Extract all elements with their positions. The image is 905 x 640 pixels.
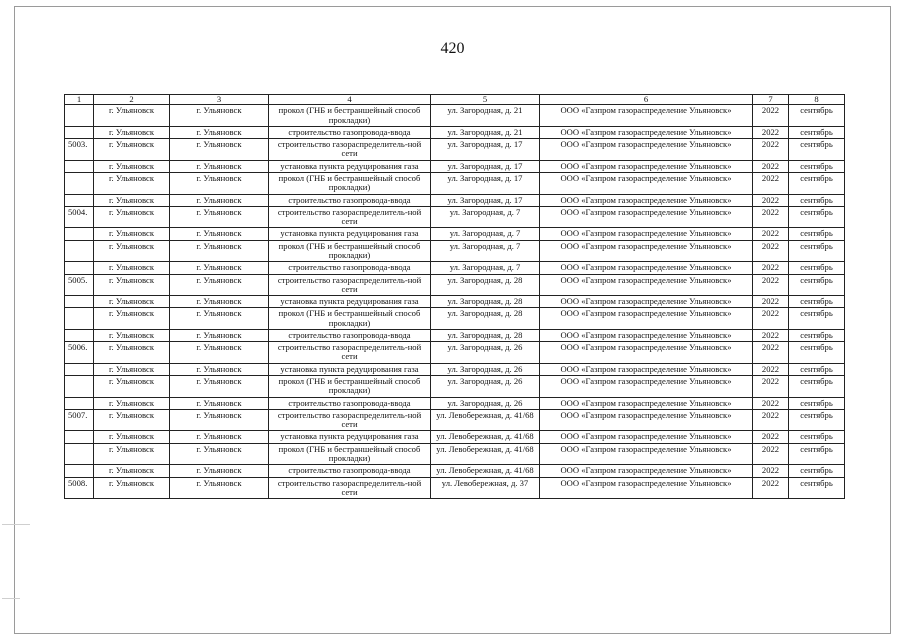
month-cell: сентябрь	[789, 409, 845, 431]
work-type-cell: установка пункта редуцирования газа	[269, 296, 431, 308]
year-cell: 2022	[753, 376, 789, 398]
work-type-cell: прокол (ГНБ и бестраншейный способ прокладки)	[269, 443, 431, 465]
year-cell: 2022	[753, 206, 789, 228]
month-cell: сентябрь	[789, 363, 845, 375]
region-cell: г. Ульяновск	[94, 228, 170, 240]
region-cell: г. Ульяновск	[94, 139, 170, 161]
organization-cell: ООО «Газпром газораспределение Ульяновск»	[540, 397, 753, 409]
address-cell: ул. Загородная, д. 17	[431, 194, 540, 206]
table-row	[65, 160, 845, 172]
address-cell: ул. Загородная, д. 7	[431, 228, 540, 240]
settlement-cell: г. Ульяновск	[170, 477, 269, 499]
work-type-cell: прокол (ГНБ и бестраншейный способ прокладки)	[269, 240, 431, 262]
organization-cell: ООО «Газпром газораспределение Ульяновск»	[540, 363, 753, 375]
object-number: 5003.	[65, 139, 94, 161]
organization-cell: ООО «Газпром газораспределение Ульяновск»	[540, 409, 753, 431]
settlement-cell: г. Ульяновск	[170, 126, 269, 138]
table-row	[65, 126, 845, 138]
work-type-cell: прокол (ГНБ и бестраншейный способ прокладки)	[269, 105, 431, 127]
month-cell: сентябрь	[789, 194, 845, 206]
year-cell: 2022	[753, 409, 789, 431]
month-cell: сентябрь	[789, 376, 845, 398]
address-cell: ул. Загородная, д. 28	[431, 296, 540, 308]
organization-cell: ООО «Газпром газораспределение Ульяновск»	[540, 240, 753, 262]
address-cell: ул. Загородная, д. 26	[431, 363, 540, 375]
scan-mark	[2, 598, 20, 599]
address-cell: ул. Загородная, д. 28	[431, 274, 540, 296]
year-cell: 2022	[753, 431, 789, 443]
organization-cell: ООО «Газпром газораспределение Ульяновск»	[540, 228, 753, 240]
region-cell: г. Ульяновск	[94, 443, 170, 465]
year-cell: 2022	[753, 160, 789, 172]
address-cell: ул. Левобережная, д. 41/68	[431, 443, 540, 465]
settlement-cell: г. Ульяновск	[170, 465, 269, 477]
address-cell: ул. Загородная, д. 7	[431, 240, 540, 262]
table-row	[65, 409, 845, 431]
settlement-cell: г. Ульяновск	[170, 342, 269, 364]
work-type-cell: установка пункта редуцирования газа	[269, 431, 431, 443]
region-cell: г. Ульяновск	[94, 105, 170, 127]
settlement-cell: г. Ульяновск	[170, 274, 269, 296]
table-row	[65, 342, 845, 364]
region-cell: г. Ульяновск	[94, 342, 170, 364]
work-type-cell: прокол (ГНБ и бестраншейный способ прокладки)	[269, 308, 431, 330]
table-row	[65, 296, 845, 308]
work-type-cell: прокол (ГНБ и бестраншейный способ прокладки)	[269, 172, 431, 194]
organization-cell: ООО «Газпром газораспределение Ульяновск»	[540, 465, 753, 477]
region-cell: г. Ульяновск	[94, 172, 170, 194]
register-table	[64, 94, 845, 499]
work-type-cell: установка пункта редуцирования газа	[269, 160, 431, 172]
year-cell: 2022	[753, 228, 789, 240]
object-number: 5007.	[65, 409, 94, 431]
month-cell: сентябрь	[789, 342, 845, 364]
settlement-cell: г. Ульяновск	[170, 105, 269, 127]
month-cell: сентябрь	[789, 160, 845, 172]
region-cell: г. Ульяновск	[94, 126, 170, 138]
region-cell: г. Ульяновск	[94, 160, 170, 172]
organization-cell: ООО «Газпром газораспределение Ульяновск»	[540, 206, 753, 228]
column-header: 4	[269, 95, 431, 105]
address-cell: ул. Загородная, д. 17	[431, 172, 540, 194]
month-cell: сентябрь	[789, 397, 845, 409]
settlement-cell: г. Ульяновск	[170, 206, 269, 228]
region-cell: г. Ульяновск	[94, 376, 170, 398]
page-number: 420	[440, 40, 465, 57]
table-row	[65, 308, 845, 330]
work-type-cell: строительство газораспределитель-ной сети	[269, 342, 431, 364]
year-cell: 2022	[753, 105, 789, 127]
column-header: 3	[170, 95, 269, 105]
region-cell: г. Ульяновск	[94, 240, 170, 262]
organization-cell: ООО «Газпром газораспределение Ульяновск»	[540, 194, 753, 206]
organization-cell: ООО «Газпром газораспределение Ульяновск»	[540, 274, 753, 296]
region-cell: г. Ульяновск	[94, 308, 170, 330]
work-type-cell: строительство газораспределитель-ной сети	[269, 477, 431, 499]
region-cell: г. Ульяновск	[94, 409, 170, 431]
month-cell: сентябрь	[789, 240, 845, 262]
region-cell: г. Ульяновск	[94, 329, 170, 341]
month-cell: сентябрь	[789, 228, 845, 240]
table-row	[65, 274, 845, 296]
column-header: 1	[65, 95, 94, 105]
organization-cell: ООО «Газпром газораспределение Ульяновск»	[540, 443, 753, 465]
object-number	[65, 431, 94, 443]
month-cell: сентябрь	[789, 262, 845, 274]
work-type-cell: строительство газораспределитель-ной сети	[269, 206, 431, 228]
object-number	[65, 296, 94, 308]
settlement-cell: г. Ульяновск	[170, 443, 269, 465]
work-type-cell: строительство газопровода-ввода	[269, 194, 431, 206]
object-number	[65, 172, 94, 194]
address-cell: ул. Загородная, д. 7	[431, 206, 540, 228]
region-cell: г. Ульяновск	[94, 206, 170, 228]
region-cell: г. Ульяновск	[94, 296, 170, 308]
region-cell: г. Ульяновск	[94, 363, 170, 375]
settlement-cell: г. Ульяновск	[170, 262, 269, 274]
region-cell: г. Ульяновск	[94, 465, 170, 477]
table-row	[65, 477, 845, 499]
month-cell: сентябрь	[789, 172, 845, 194]
object-number	[65, 194, 94, 206]
work-type-cell: установка пункта редуцирования газа	[269, 363, 431, 375]
column-header: 6	[540, 95, 753, 105]
object-number	[65, 160, 94, 172]
month-cell: сентябрь	[789, 126, 845, 138]
work-type-cell: строительство газопровода-ввода	[269, 262, 431, 274]
object-number	[65, 308, 94, 330]
address-cell: ул. Загородная, д. 26	[431, 376, 540, 398]
month-cell: сентябрь	[789, 139, 845, 161]
object-number	[65, 465, 94, 477]
work-type-cell: строительство газопровода-ввода	[269, 126, 431, 138]
header-row	[65, 95, 845, 105]
organization-cell: ООО «Газпром газораспределение Ульяновск»	[540, 139, 753, 161]
table-row	[65, 397, 845, 409]
month-cell: сентябрь	[789, 105, 845, 127]
region-cell: г. Ульяновск	[94, 397, 170, 409]
object-number: 5008.	[65, 477, 94, 499]
settlement-cell: г. Ульяновск	[170, 329, 269, 341]
organization-cell: ООО «Газпром газораспределение Ульяновск»	[540, 431, 753, 443]
settlement-cell: г. Ульяновск	[170, 172, 269, 194]
column-header: 7	[753, 95, 789, 105]
work-type-cell: строительство газораспределитель-ной сети	[269, 409, 431, 431]
object-number: 5005.	[65, 274, 94, 296]
settlement-cell: г. Ульяновск	[170, 194, 269, 206]
organization-cell: ООО «Газпром газораспределение Ульяновск»	[540, 172, 753, 194]
region-cell: г. Ульяновск	[94, 262, 170, 274]
year-cell: 2022	[753, 172, 789, 194]
table-row	[65, 105, 845, 127]
settlement-cell: г. Ульяновск	[170, 139, 269, 161]
column-header: 5	[431, 95, 540, 105]
month-cell: сентябрь	[789, 274, 845, 296]
address-cell: ул. Загородная, д. 17	[431, 160, 540, 172]
table-row	[65, 363, 845, 375]
table-row	[65, 443, 845, 465]
scan-mark	[2, 524, 30, 525]
year-cell: 2022	[753, 139, 789, 161]
year-cell: 2022	[753, 342, 789, 364]
year-cell: 2022	[753, 329, 789, 341]
year-cell: 2022	[753, 274, 789, 296]
table-row	[65, 228, 845, 240]
object-number	[65, 363, 94, 375]
organization-cell: ООО «Газпром газораспределение Ульяновск»	[540, 342, 753, 364]
year-cell: 2022	[753, 465, 789, 477]
address-cell: ул. Загородная, д. 21	[431, 105, 540, 127]
address-cell: ул. Загородная, д. 26	[431, 342, 540, 364]
organization-cell: ООО «Газпром газораспределение Ульяновск»	[540, 105, 753, 127]
work-type-cell: строительство газопровода-ввода	[269, 329, 431, 341]
region-cell: г. Ульяновск	[94, 477, 170, 499]
region-cell: г. Ульяновск	[94, 431, 170, 443]
month-cell: сентябрь	[789, 443, 845, 465]
table-row	[65, 172, 845, 194]
table-row	[65, 139, 845, 161]
address-cell: ул. Левобережная, д. 41/68	[431, 465, 540, 477]
year-cell: 2022	[753, 363, 789, 375]
work-type-cell: прокол (ГНБ и бестраншейный способ прокладки)	[269, 376, 431, 398]
table-row	[65, 329, 845, 341]
organization-cell: ООО «Газпром газораспределение Ульяновск»	[540, 308, 753, 330]
address-cell: ул. Левобережная, д. 41/68	[431, 409, 540, 431]
work-type-cell: строительство газопровода-ввода	[269, 465, 431, 477]
address-cell: ул. Загородная, д. 26	[431, 397, 540, 409]
organization-cell: ООО «Газпром газораспределение Ульяновск»	[540, 160, 753, 172]
month-cell: сентябрь	[789, 465, 845, 477]
year-cell: 2022	[753, 443, 789, 465]
table-row	[65, 206, 845, 228]
object-number	[65, 329, 94, 341]
region-cell: г. Ульяновск	[94, 274, 170, 296]
settlement-cell: г. Ульяновск	[170, 308, 269, 330]
address-cell: ул. Загородная, д. 21	[431, 126, 540, 138]
month-cell: сентябрь	[789, 308, 845, 330]
object-number: 5004.	[65, 206, 94, 228]
settlement-cell: г. Ульяновск	[170, 409, 269, 431]
year-cell: 2022	[753, 240, 789, 262]
address-cell: ул. Загородная, д. 28	[431, 329, 540, 341]
settlement-cell: г. Ульяновск	[170, 376, 269, 398]
month-cell: сентябрь	[789, 329, 845, 341]
year-cell: 2022	[753, 296, 789, 308]
table-row	[65, 465, 845, 477]
organization-cell: ООО «Газпром газораспределение Ульяновск»	[540, 376, 753, 398]
year-cell: 2022	[753, 397, 789, 409]
year-cell: 2022	[753, 477, 789, 499]
address-cell: ул. Загородная, д. 17	[431, 139, 540, 161]
object-number	[65, 443, 94, 465]
address-cell: ул. Левобережная, д. 37	[431, 477, 540, 499]
work-type-cell: строительство газораспределитель-ной сети	[269, 139, 431, 161]
settlement-cell: г. Ульяновск	[170, 431, 269, 443]
column-header: 8	[789, 95, 845, 105]
address-cell: ул. Левобережная, д. 41/68	[431, 431, 540, 443]
settlement-cell: г. Ульяновск	[170, 296, 269, 308]
settlement-cell: г. Ульяновск	[170, 363, 269, 375]
year-cell: 2022	[753, 262, 789, 274]
settlement-cell: г. Ульяновск	[170, 240, 269, 262]
month-cell: сентябрь	[789, 477, 845, 499]
organization-cell: ООО «Газпром газораспределение Ульяновск»	[540, 329, 753, 341]
organization-cell: ООО «Газпром газораспределение Ульяновск»	[540, 262, 753, 274]
organization-cell: ООО «Газпром газораспределение Ульяновск»	[540, 477, 753, 499]
table-row	[65, 376, 845, 398]
address-cell: ул. Загородная, д. 28	[431, 308, 540, 330]
object-number	[65, 262, 94, 274]
settlement-cell: г. Ульяновск	[170, 397, 269, 409]
month-cell: сентябрь	[789, 206, 845, 228]
table-row	[65, 240, 845, 262]
year-cell: 2022	[753, 194, 789, 206]
region-cell: г. Ульяновск	[94, 194, 170, 206]
column-header: 2	[94, 95, 170, 105]
organization-cell: ООО «Газпром газораспределение Ульяновск»	[540, 296, 753, 308]
object-number	[65, 105, 94, 127]
address-cell: ул. Загородная, д. 7	[431, 262, 540, 274]
year-cell: 2022	[753, 308, 789, 330]
object-number	[65, 228, 94, 240]
month-cell: сентябрь	[789, 296, 845, 308]
work-type-cell: строительство газораспределитель-ной сети	[269, 274, 431, 296]
table-row	[65, 431, 845, 443]
month-cell: сентябрь	[789, 431, 845, 443]
object-number	[65, 397, 94, 409]
work-type-cell: строительство газопровода-ввода	[269, 397, 431, 409]
organization-cell: ООО «Газпром газораспределение Ульяновск»	[540, 126, 753, 138]
object-number	[65, 240, 94, 262]
year-cell: 2022	[753, 126, 789, 138]
table-row	[65, 262, 845, 274]
table-row	[65, 194, 845, 206]
work-type-cell: установка пункта редуцирования газа	[269, 228, 431, 240]
object-number: 5006.	[65, 342, 94, 364]
settlement-cell: г. Ульяновск	[170, 228, 269, 240]
settlement-cell: г. Ульяновск	[170, 160, 269, 172]
object-number	[65, 126, 94, 138]
object-number	[65, 376, 94, 398]
